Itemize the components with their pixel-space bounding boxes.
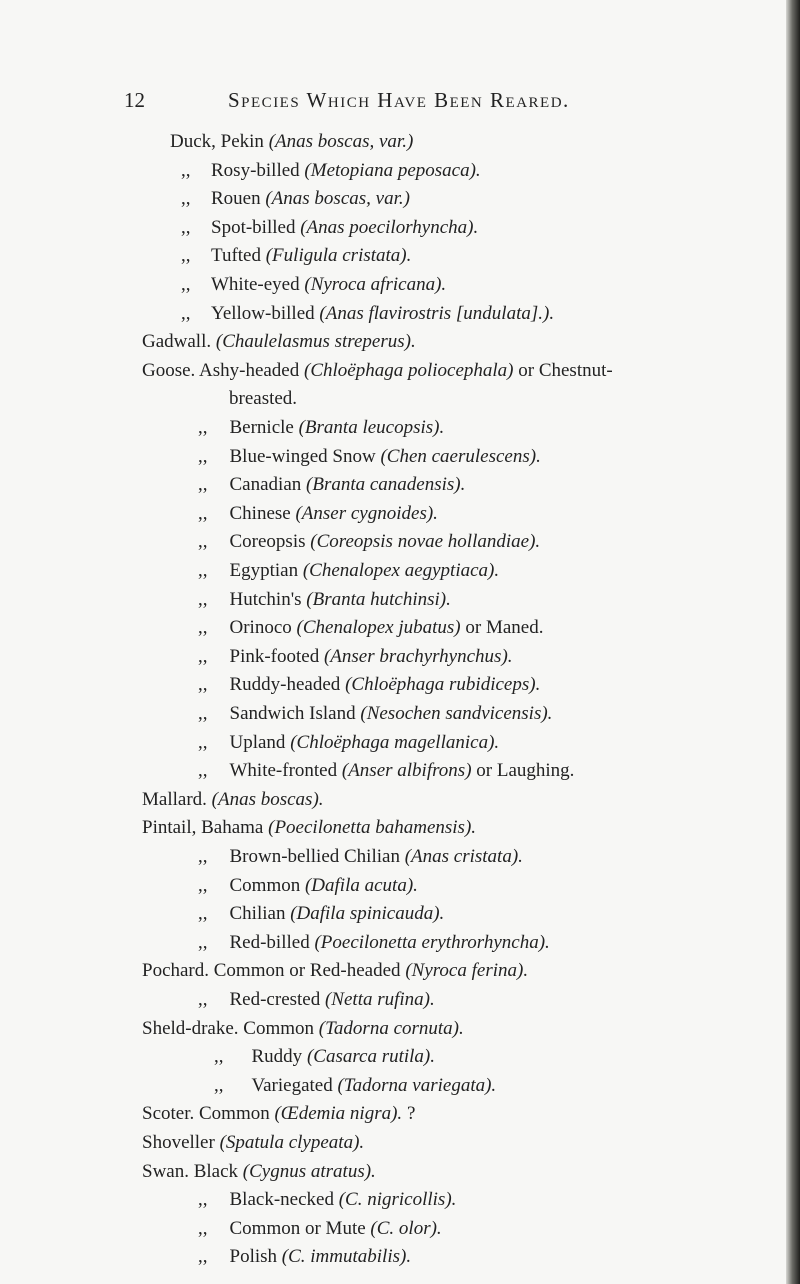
list-item: ,, Egyptian (Chenalopex aegyptiaca).	[198, 560, 500, 581]
list-item: ,, Upland (Chloëphaga magellanica).	[198, 731, 500, 753]
list-item: breasted.	[229, 388, 298, 410]
list-item: ,, Red-billed (Poecilonetta erythrorhyncha).	[198, 931, 550, 953]
list-item: Pintail, Bahama (Poecilonetta bahamensis).	[142, 817, 477, 839]
list-item: ,, Canadian (Branta canadensis).	[198, 474, 466, 496]
list-item: ,, Polish (C. immutabilis).	[198, 1246, 412, 1268]
list-item: ,, Yellow-billed (Anas flavirostris [undulata].).	[181, 302, 555, 324]
list-item: ,, White-fronted (Anser albifrons) or Laughing.	[198, 760, 575, 782]
list-item: ,, Chinese (Anser cygnoides).	[198, 502, 438, 524]
list-item: ,, Common (Dafila acuta).	[198, 874, 418, 896]
list-item: Goose. Ashy-headed (Chloëphaga poliocephala) or Chestnut-	[142, 359, 613, 381]
list-item: Mallard. (Anas boscas).	[142, 788, 324, 810]
ditto-mark: ,,	[198, 1246, 208, 1268]
list-item: Scoter. Common (Œdemia nigra). ?	[142, 1103, 416, 1125]
list-item: ,, Black-necked (C. nigricollis).	[198, 1189, 457, 1211]
list-item: ,, Blue-winged Snow (Chen caerulescens).	[198, 445, 541, 467]
list-item: ,, Tufted (Fuligula cristata).	[181, 245, 412, 267]
running-head: Species Which Have Been Reared.	[228, 88, 570, 112]
page-number: 12	[124, 88, 145, 112]
list-item: Sheld-drake. Common (Tadorna cornuta).	[142, 1017, 464, 1039]
list-item: Pochard. Common or Red-headed (Nyroca ferina).	[142, 960, 529, 982]
list-item: ,, Rouen (Anas boscas, var.)	[181, 188, 410, 210]
list-item: ,, Variegated (Tadorna variegata).	[214, 1074, 497, 1096]
list-item: Swan. Black (Cygnus atratus).	[142, 1160, 376, 1182]
list-item: ,, Pink-footed (Anser brachyrhynchus).	[198, 645, 513, 667]
list-item: ,, Rosy-billed (Metopiana peposaca).	[181, 159, 481, 181]
list-item: ,, Chilian (Dafila spinicauda).	[198, 903, 445, 925]
list-item: Shoveller (Spatula clypeata).	[142, 1132, 365, 1153]
page-edge-shadow	[786, 0, 800, 1284]
list-item: ,, Ruddy-headed (Chloëphaga rubidiceps).	[198, 674, 541, 696]
list-item: ,, Sandwich Island (Nesochen sandvicensis).	[198, 703, 553, 724]
list-item: ,, Orinoco (Chenalopex jubatus) or Maned.	[198, 617, 544, 639]
list-item: ,, Common or Mute (C. olor).	[198, 1217, 442, 1239]
list-item: ,, Bernicle (Branta leucopsis).	[198, 417, 445, 438]
list-item: Duck, Pekin (Anas boscas, var.)	[170, 131, 414, 152]
ditto-mark: ,,	[198, 1217, 208, 1239]
list-item: ,, Hutchin's (Branta hutchinsi).	[198, 588, 451, 610]
list-item: ,, Brown-bellied Chilian (Anas cristata).	[198, 846, 523, 867]
list-item: ,, Coreopsis (Coreopsis novae hollandiae).	[198, 531, 541, 553]
list-item: ,, Ruddy (Casarca rutila).	[214, 1046, 436, 1068]
list-item: ,, Red-crested (Netta rufina).	[198, 989, 435, 1010]
ditto-mark: ,,	[198, 1189, 208, 1211]
list-item: Gadwall. (Chaulelasmus streperus).	[142, 331, 416, 353]
list-item: ,, Spot-billed (Anas poecilorhyncha).	[181, 216, 479, 238]
list-item: ,, White-eyed (Nyroca africana).	[181, 274, 447, 295]
